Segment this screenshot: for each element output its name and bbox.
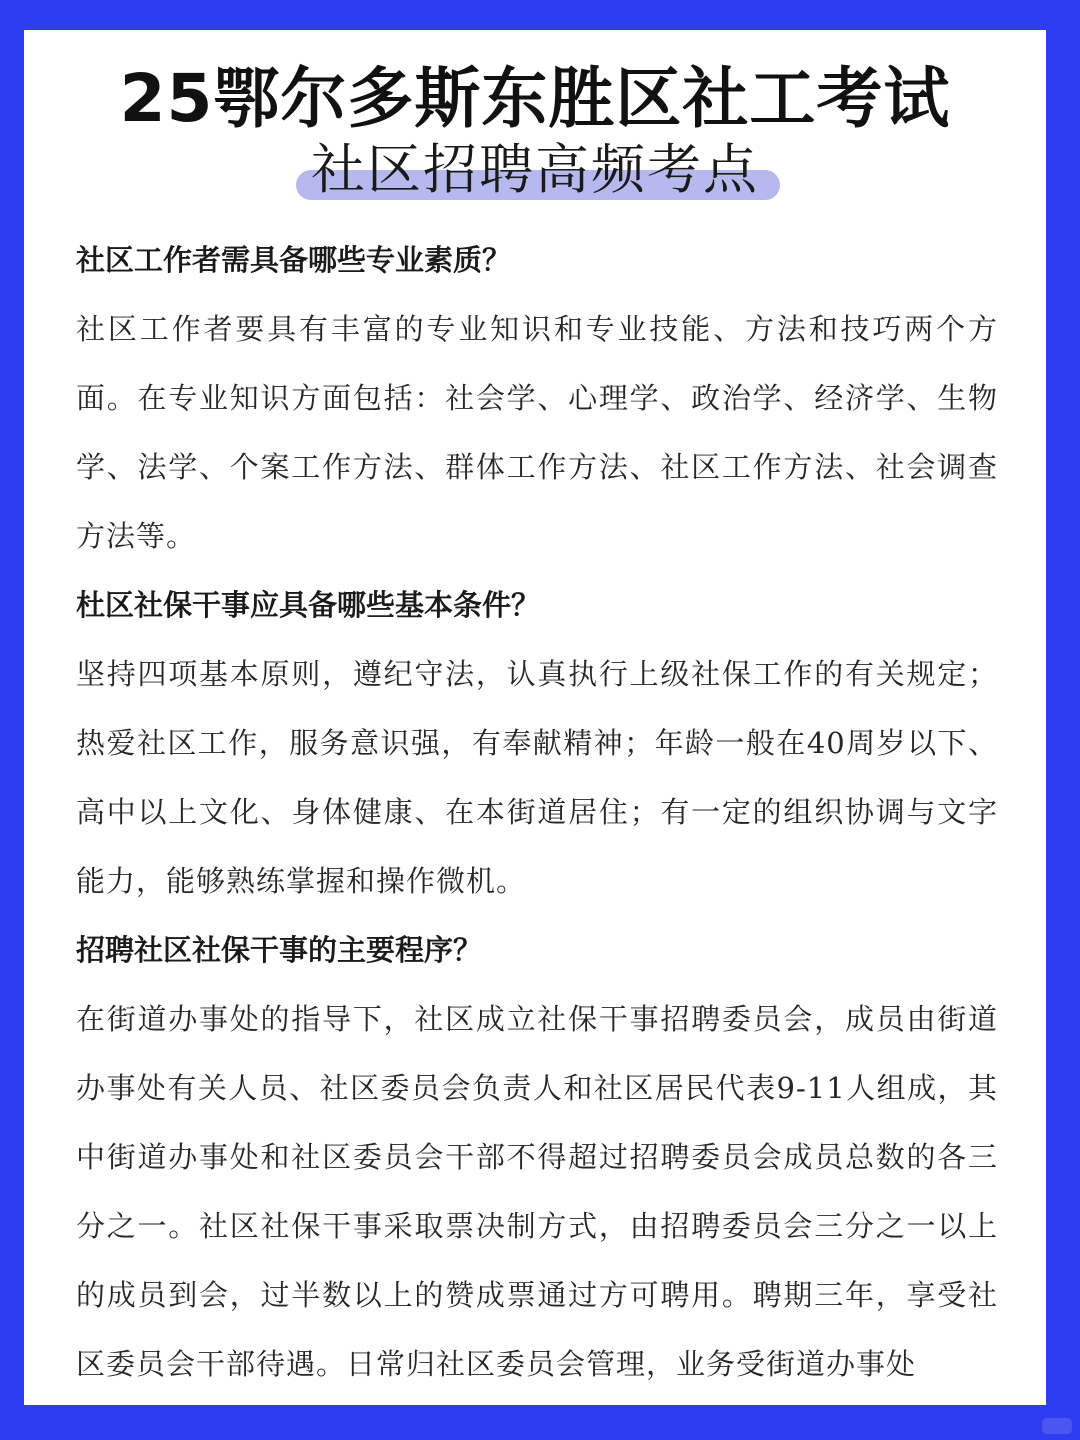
answer-paragraph: 社区工作者要具有丰富的专业知识和专业技能、方法和技巧两个方面。在专业知识方面包括：社会学、心理学、政治学、经济学、生物学、法学、个案工作方法、群体工作方法、社区工作方法、社会调查方法等。 <box>76 312 998 553</box>
question-heading: 杜区社保干事应具备哪些基本条件？ <box>76 588 541 622</box>
page-title: 25鄂尔多斯东胜区社工考试 <box>119 60 951 137</box>
question-heading: 招聘社区社保干事的主要程序？ <box>76 933 483 967</box>
answer-paragraph: 坚持四项基本原则，遵纪守法，认真执行上级社保工作的有关规定；热爱社区工作，服务意识强，有奉献精神；年龄一般在40周岁以下、高中以上文化、身体健康、在本街道居住；有一定的组织协调与文字能力，能够熟练掌握和操作微机。 <box>76 657 998 898</box>
question-heading: 社区工作者需具备哪些专业素质？ <box>76 243 512 277</box>
watermark-logo <box>1042 1418 1072 1434</box>
page-subtitle: 社区招聘高频考点 <box>311 138 759 201</box>
document-page <box>24 30 1046 1405</box>
subtitle-banner <box>24 138 1046 203</box>
article-body <box>76 226 998 1399</box>
answer-paragraph: 在街道办事处的指导下，社区成立社保干事招聘委员会，成员由街道办事处有关人员、社区委员会负责人和社区居民代表9-11人组成，其中街道办事处和社区委员会干部不得超过招聘委员会成员总数的各三分之一。社区社保干事采取票决制方式，由招聘委员会三分之一以上的成员到会，过半数以上的赞成票通过方可聘用。聘期三年，享受社区委员会干部待遇。日常归社区委员会管理，业务受街道办事处 <box>76 1002 998 1381</box>
